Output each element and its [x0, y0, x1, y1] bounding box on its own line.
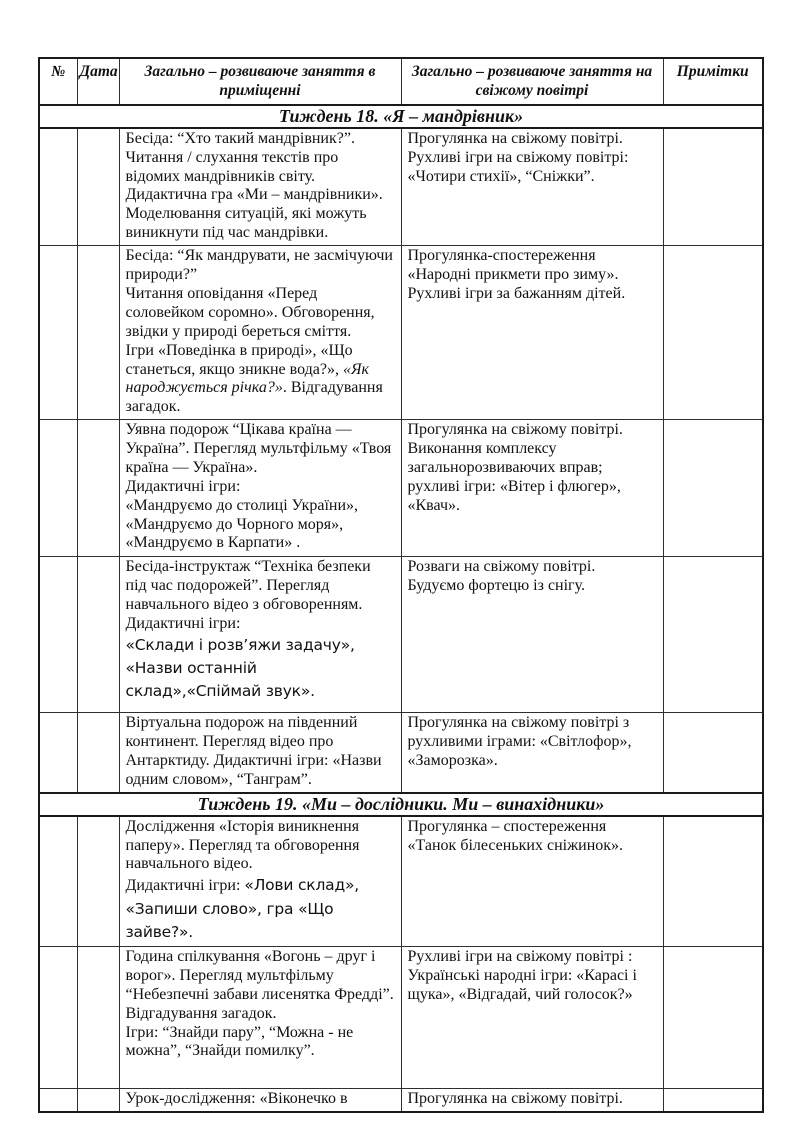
text-run: Прогулянка – спостереження «Танок білесеньких сніжинок».	[407, 817, 624, 854]
cell-date	[77, 128, 119, 246]
text-run: Дослідження «Історія виникнення паперу». Перегляд та обговорення навчального відео.	[125, 817, 360, 873]
cell-number	[39, 420, 77, 557]
cell-number	[39, 947, 77, 1089]
paragraph	[408, 440, 657, 516]
table-row	[39, 246, 763, 420]
plan-table-head	[39, 58, 763, 105]
text-run: Година спілкування «Вогонь – друг і ворог». Перегляд мультфільму “Небезпечні забави лисенятка Фредді”.	[125, 948, 394, 1003]
text-run: Уявна подорож “Цікава країна — Україна”. Перегляд мультфільму «Твоя країна — Україна».	[125, 421, 392, 476]
text-run: Дидактичні ігри:	[125, 614, 241, 632]
paragraph	[126, 634, 395, 657]
cell-number	[39, 128, 77, 246]
cell-date	[77, 713, 119, 793]
text-run: Рухливі ігри на свіжому повітрі :	[407, 948, 633, 965]
paragraph	[126, 285, 395, 342]
text-run: . Відгадування загадок.	[125, 379, 383, 416]
paragraph	[408, 558, 657, 577]
text-run: Віртуальна подорож на південний континент. Перегляд відео про Антарктиду. Дидактичні ігри: «Назви одним словом», “Танграм”.	[125, 714, 382, 788]
cell-notes	[663, 246, 763, 420]
cell-outdoor	[401, 947, 663, 1089]
table-row	[39, 557, 763, 713]
paragraph	[126, 714, 395, 790]
text-run: Виконання комплексу загальнорозвиваючих вправ; рухливі ігри: «Вітер і флюгер», «Квач».	[407, 440, 621, 514]
text-run: Ігри: “Знайди пару”, “Можна - не можна”, “Знайди помилку”.	[125, 1023, 354, 1060]
cell-number	[39, 1089, 77, 1112]
paragraph	[408, 247, 657, 285]
text-run: Будуємо фортецю із снігу.	[407, 577, 586, 594]
col-header-number: №	[39, 58, 77, 105]
cell-notes	[663, 1089, 763, 1112]
cell-indoor	[119, 128, 401, 246]
text-run-sans: «Назви останній склад»,«Спіймай звук».	[125, 658, 315, 701]
table-row	[39, 420, 763, 557]
paragraph	[408, 421, 657, 440]
cell-outdoor	[401, 557, 663, 713]
text-run: Рухливі ігри за бажанням дітей.	[407, 285, 626, 302]
cell-date	[77, 246, 119, 420]
text-run: Розваги на свіжому повітрі.	[407, 558, 596, 576]
text-run: Прогулянка на свіжому повітрі з рухливими іграми: «Світлофор», «Заморозка».	[407, 714, 632, 769]
paragraph	[126, 657, 395, 704]
paragraph	[408, 285, 657, 304]
paragraph	[126, 558, 395, 615]
text-run-sans: «Склади і розв’яжи задачу»,	[125, 635, 355, 654]
cell-number	[39, 246, 77, 420]
text-run: Моделювання ситуацій, які можуть виникнути під час мандрівки.	[125, 205, 367, 242]
cell-indoor	[119, 557, 401, 713]
text-run: Рухливі ігри на свіжому повітрі: «Чотири стихії», “Сніжки”.	[407, 148, 629, 185]
table-row	[39, 1089, 763, 1112]
text-run: Прогулянка на свіжому повітрі.	[407, 421, 623, 439]
paragraph	[126, 186, 395, 205]
week-section-row	[39, 105, 763, 128]
cell-notes	[663, 420, 763, 557]
cell-outdoor	[401, 816, 663, 947]
col-header-outdoor: Загально – розвиваюче заняття на свіжому повітрі	[401, 58, 663, 105]
paragraph	[408, 948, 657, 967]
text-run: Дидактична гра «Ми – мандрівники».	[125, 186, 383, 204]
table-row	[39, 947, 763, 1089]
cell-notes	[663, 128, 763, 246]
text-run: «Як народжується річка?»	[125, 360, 369, 397]
text-run: Українські народні ігри: «Карасі і щука», «Відгадай, чий голосок?»	[407, 966, 637, 1003]
paragraph	[408, 130, 657, 149]
cell-outdoor	[401, 246, 663, 420]
text-run: «Мандруємо до Чорного моря»,	[125, 515, 344, 533]
paragraph	[126, 1005, 395, 1024]
cell-outdoor	[401, 420, 663, 557]
text-run-sans: «Лови склад», «Запиши слово», гра «Що зайве?».	[125, 876, 359, 941]
paragraph	[126, 818, 395, 875]
text-run: Читання оповідання «Перед соловейком соромно». Обговорення, звідки у природі береться сміття.	[125, 285, 375, 340]
cell-notes	[663, 947, 763, 1089]
cell-outdoor	[401, 713, 663, 793]
text-run: Прогулянка-спостереження «Народні прикмети про зиму».	[407, 247, 619, 284]
cell-date	[77, 557, 119, 713]
cell-indoor	[119, 1089, 401, 1112]
week-header: Тиждень 18. «Я – мандрівник»	[39, 105, 763, 128]
text-run: Прогулянка на свіжому повітрі.	[407, 129, 623, 147]
paragraph	[408, 714, 657, 771]
paragraph	[126, 421, 395, 478]
cell-number	[39, 713, 77, 793]
cell-notes	[663, 816, 763, 947]
cell-number	[39, 557, 77, 713]
col-header-date: Дата	[77, 58, 119, 105]
cell-date	[77, 420, 119, 557]
cell-indoor	[119, 713, 401, 793]
text-run: Відгадування загадок.	[125, 1004, 277, 1022]
table-row	[39, 128, 763, 246]
text-run: Бесіда-інструктаж “Техніка безпеки під час подорожей”. Перегляд навчального відео з обговоренням.	[125, 558, 371, 613]
text-run: Прогулянка на свіжому повітрі.	[407, 1090, 623, 1107]
paragraph	[126, 478, 395, 497]
text-run: «Мандруємо до столиці України»,	[125, 496, 359, 514]
paragraph	[408, 967, 657, 1005]
cell-outdoor	[401, 128, 663, 246]
text-run: Бесіда: “Хто такий мандрівник?”. Читання / слухання текстів про відомих мандрівників світу.	[125, 129, 355, 185]
plan-table-body	[39, 105, 763, 1112]
col-header-indoor: Загально – розвиваюче заняття в приміщенні	[119, 58, 401, 105]
paragraph	[126, 130, 395, 187]
paragraph	[408, 149, 657, 187]
paragraph	[408, 1090, 657, 1109]
cell-indoor	[119, 420, 401, 557]
cell-indoor	[119, 246, 401, 420]
paragraph	[126, 1090, 395, 1109]
table-row	[39, 816, 763, 947]
header-row	[39, 58, 763, 105]
paragraph	[126, 615, 395, 634]
cell-date	[77, 947, 119, 1089]
table-row	[39, 713, 763, 793]
cell-indoor	[119, 947, 401, 1089]
cell-notes	[663, 557, 763, 713]
paragraph	[126, 342, 395, 418]
cell-indoor	[119, 816, 401, 947]
paragraph	[126, 247, 395, 285]
week-header: Тиждень 19. «Ми – дослідники. Ми – винахідники»	[39, 793, 763, 816]
paragraph	[126, 948, 395, 1005]
paragraph	[126, 516, 395, 535]
col-header-notes: Примітки	[663, 58, 763, 105]
cell-notes	[663, 713, 763, 793]
paragraph	[126, 205, 395, 243]
paragraph	[126, 534, 395, 553]
text-run: Дидактичні ігри:	[125, 477, 241, 495]
paragraph	[126, 497, 395, 516]
paragraph	[126, 874, 395, 944]
text-run: «Мандруємо в Карпати» .	[125, 534, 301, 552]
cell-date	[77, 816, 119, 947]
text-run: Бесіда: “Як мандрувати, не засмічуючи природи?”	[125, 247, 393, 284]
cell-date	[77, 1089, 119, 1112]
text-run: Ігри «Поведінка в природі», «Що станеться, якщо зникне вода?»,	[125, 341, 353, 378]
week-section-row	[39, 793, 763, 816]
plan-table	[38, 57, 764, 1113]
paragraph	[408, 818, 657, 856]
text-run: Дидактичні ігри:	[125, 877, 245, 895]
text-run: Урок-дослідження: «Віконечко в	[125, 1090, 348, 1107]
paragraph	[126, 1024, 395, 1062]
cell-outdoor	[401, 1089, 663, 1112]
cell-number	[39, 816, 77, 947]
paragraph	[408, 577, 657, 596]
